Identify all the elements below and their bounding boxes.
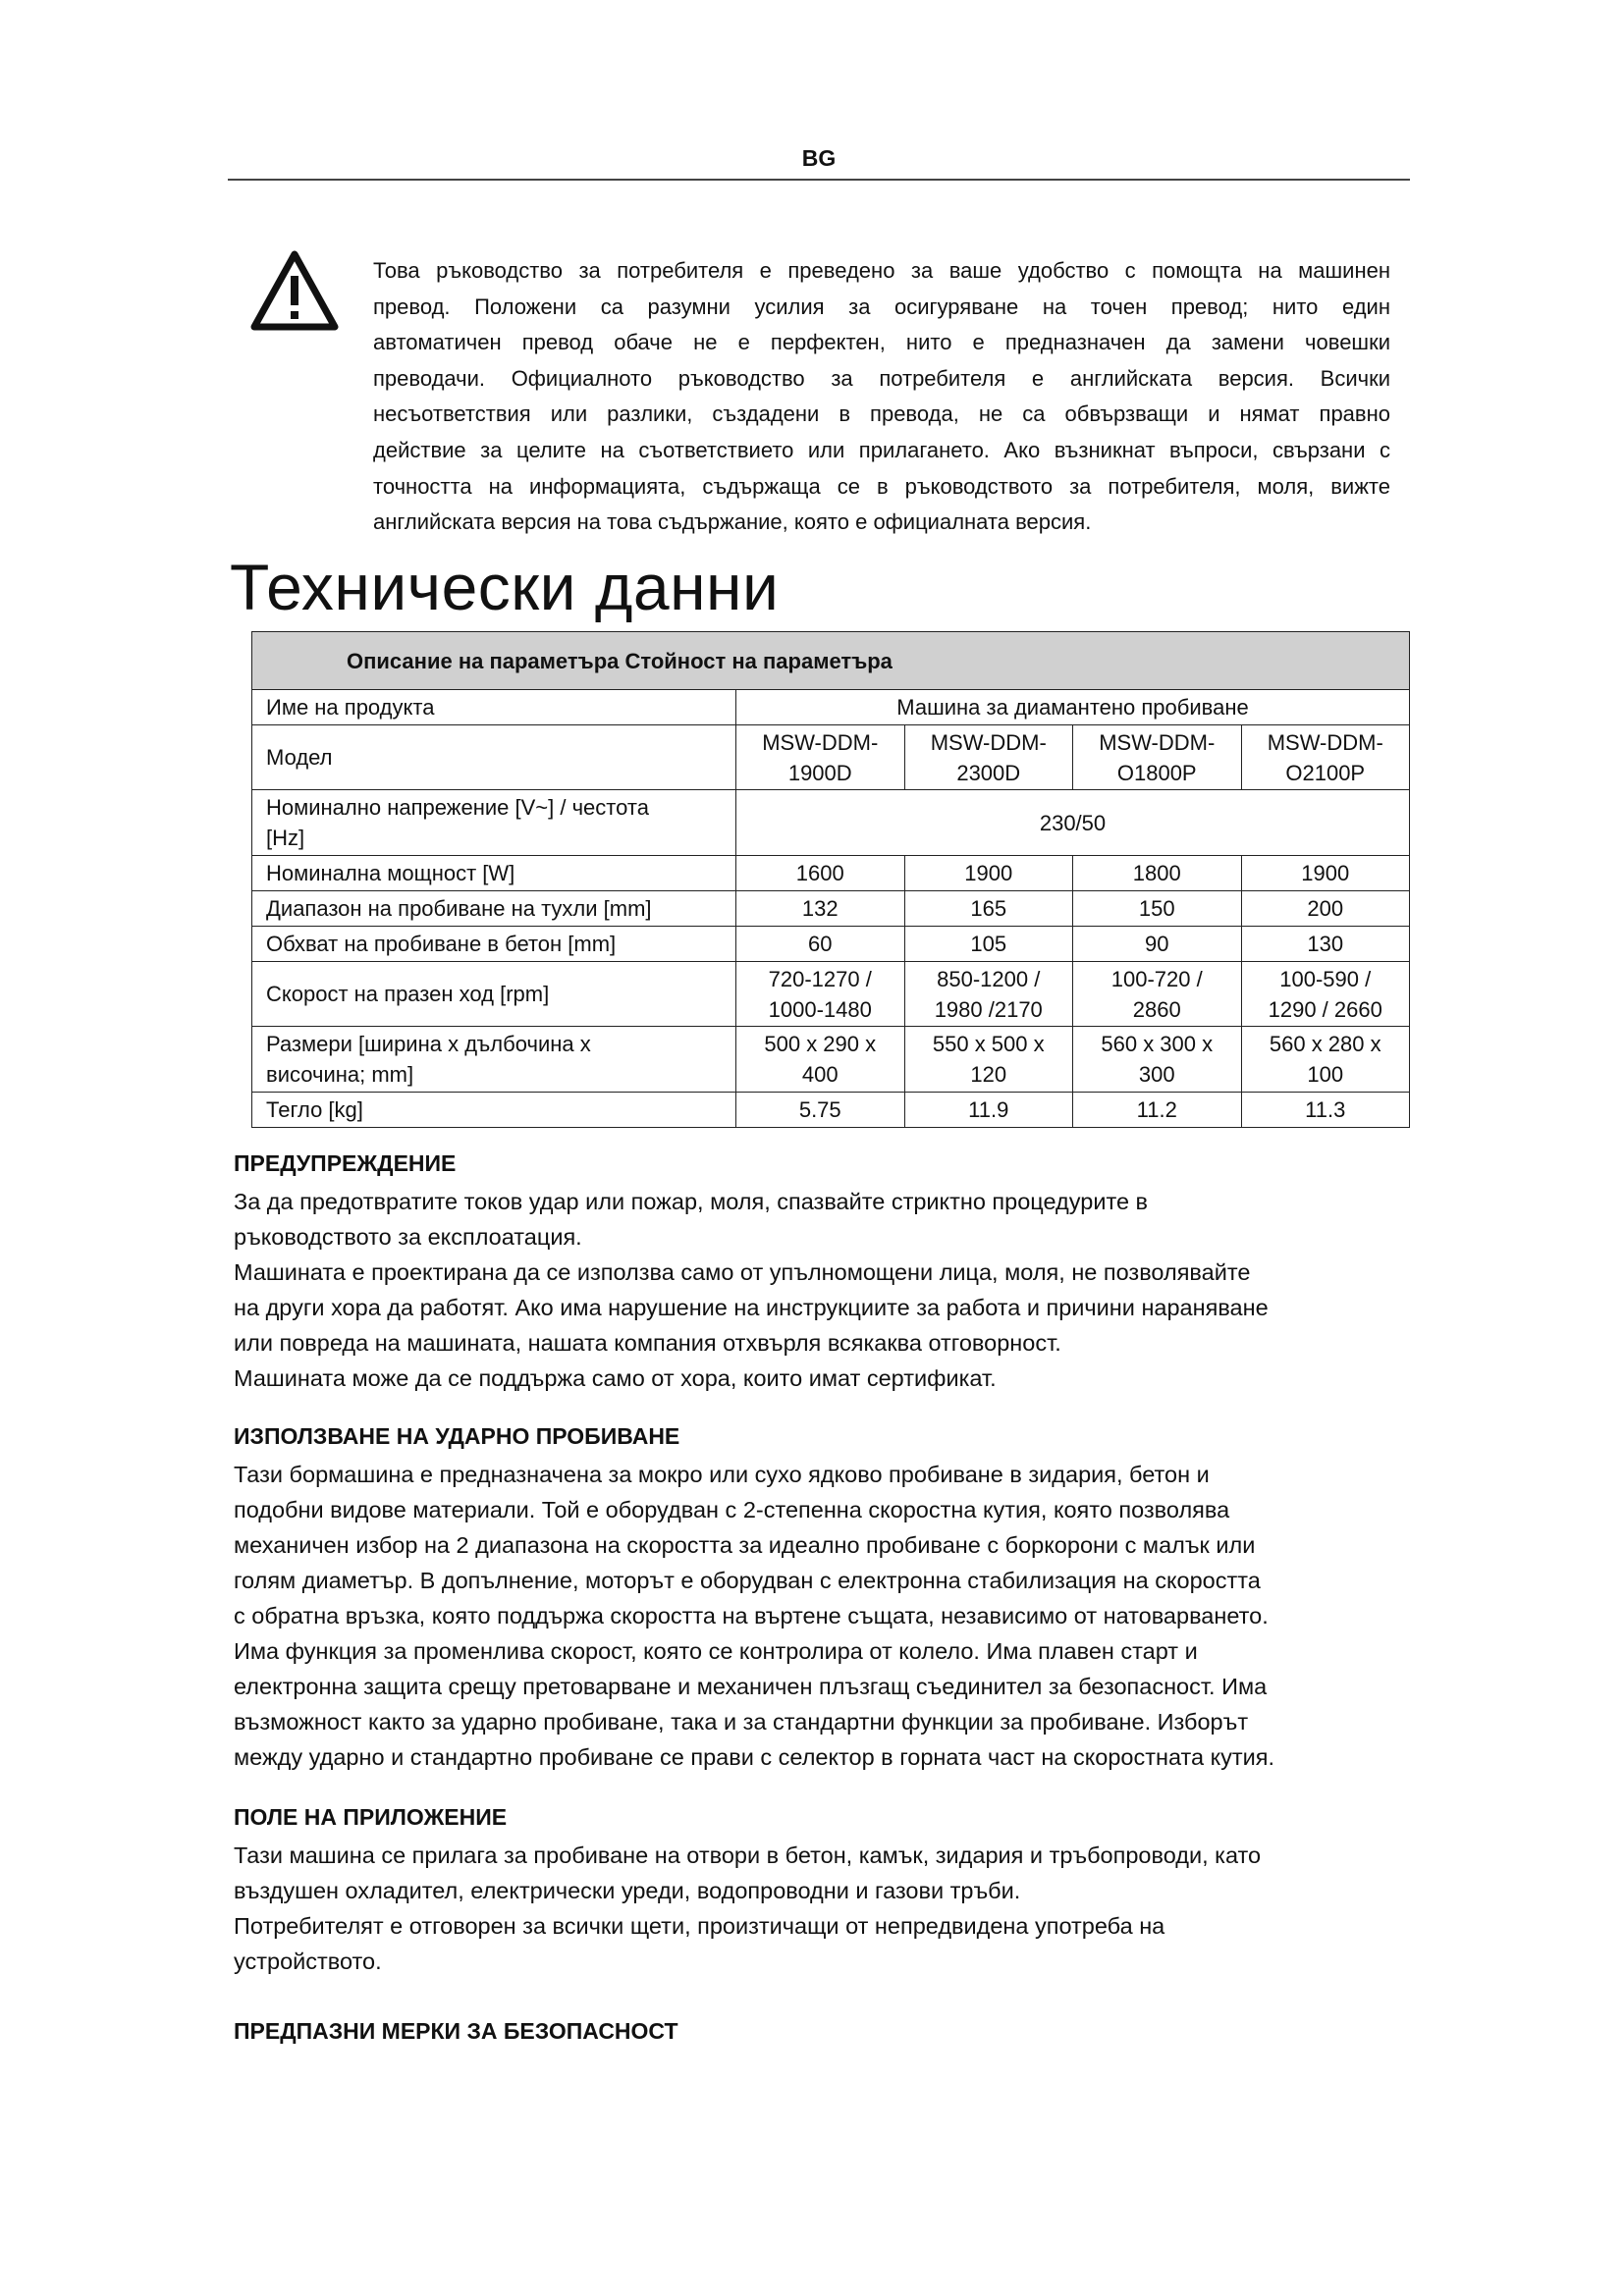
disclaimer-line: действие за целите на съответствието или прилагането. Ако възникнат въпроси, свързани с [373, 437, 1390, 462]
value-cell: 1900 [904, 856, 1073, 891]
safety-heading: ПРЕДПАЗНИ МЕРКИ ЗА БЕЗОПАСНОСТ [234, 2018, 678, 2044]
value-cell: 105 [904, 927, 1073, 962]
table-row [252, 790, 1410, 856]
table-row [252, 1027, 1410, 1093]
table-row [252, 927, 1410, 962]
value-cell: 560 x 300 x 300 [1073, 1027, 1242, 1093]
value-cell: 550 x 500 x 120 [904, 1027, 1073, 1093]
disclaimer-line: несъответствия или разлики, създадени в превода, не са обвързващи и нямат правно [373, 401, 1390, 427]
row-label: Тегло [kg] [252, 1093, 736, 1128]
value-cell: 1800 [1073, 856, 1242, 891]
text-line: Потребителят е отговорен за всички щети, произтичащи от непредвидена употреба на [234, 1913, 1165, 1939]
table-header-row [252, 632, 1410, 690]
value-cell: 1600 [736, 856, 905, 891]
text-line: между ударно и стандартно пробиване се прави с селектор в горната част на скоростната кутия. [234, 1744, 1275, 1770]
value-cell: 560 x 280 x 100 [1241, 1027, 1410, 1093]
value-cell: 100-590 / 1290 / 2660 [1241, 962, 1410, 1027]
application-heading: ПОЛЕ НА ПРИЛОЖЕНИЕ [234, 1804, 508, 1830]
row-label: Скорост на празен ход [rpm] [252, 962, 736, 1027]
text-line: Тази бормашина е предназначена за мокро или сухо ядково пробиване в зидария, бетон и [234, 1462, 1210, 1487]
value-cell: 132 [736, 891, 905, 927]
table-row [252, 856, 1410, 891]
disclaimer-line: автоматичен превод обаче не е перфектен, нито е предназначен да замени човешки [373, 330, 1390, 355]
disclaimer-line: точността на информацията, съдържаща се в ръководството за потребителя, моля, вижте [373, 473, 1390, 499]
value-cell: 1900 [1241, 856, 1410, 891]
warning-triangle-icon [250, 250, 339, 331]
text-line: устройството. [234, 1949, 382, 1974]
text-line: електронна защита срещу претоварване и механичен плъзгащ съединител за безопасност. Има [234, 1674, 1268, 1699]
row-label: Модел [252, 725, 736, 790]
warning-heading: ПРЕДУПРЕЖДЕНИЕ [234, 1150, 457, 1176]
table-row [252, 1093, 1410, 1128]
row-label: Обхват на пробиване в бетон [mm] [252, 927, 736, 962]
value-cell: 130 [1241, 927, 1410, 962]
row-label: Номинална мощност [W] [252, 856, 736, 891]
model-cell: MSW-DDM- 1900D [736, 725, 905, 790]
text-line: ръководството за експлоатация. [234, 1224, 582, 1250]
text-line: подобни видове материали. Той е оборудван с 2-степенна скоростна кутия, която позволява [234, 1497, 1230, 1522]
row-label: Диапазон на пробиване на тухли [mm] [252, 891, 736, 927]
impact-heading: ИЗПОЛЗВАНЕ НА УДАРНО ПРОБИВАНЕ [234, 1423, 680, 1449]
disclaimer-line: преводачи. Официалното ръководство за потребителя е английската версия. Всички [373, 365, 1390, 391]
model-cell: MSW-DDM- 2300D [904, 725, 1073, 790]
page-title: Технически данни [230, 551, 780, 623]
value-cell: 5.75 [736, 1093, 905, 1128]
voltage-value: 230/50 [736, 790, 1410, 856]
value-cell: 11.3 [1241, 1093, 1410, 1128]
value-cell: 500 x 290 x 400 [736, 1027, 905, 1093]
value-cell: 11.9 [904, 1093, 1073, 1128]
translation-disclaimer [373, 253, 1390, 541]
header-divider [228, 179, 1410, 181]
value-cell: 200 [1241, 891, 1410, 927]
product-value: Машина за диамантено пробиване [736, 690, 1410, 725]
value-cell: 90 [1073, 927, 1242, 962]
value-cell: 11.2 [1073, 1093, 1242, 1128]
text-line: възможност както за ударно пробиване, така и за стандартни функции за пробиване. Изборът [234, 1709, 1249, 1735]
text-line: на други хора да работят. Ако има нарушение на инструкциите за работа и причини нараняване [234, 1295, 1269, 1320]
value-cell: 100-720 / 2860 [1073, 962, 1242, 1027]
table-header: Описание на параметъра Стойност на параметъра [252, 632, 1410, 690]
text-line: с обратна връзка, която поддържа скоростта на въртене същата, независимо от натоварването. [234, 1603, 1269, 1629]
value-cell: 850-1200 / 1980 /2170 [904, 962, 1073, 1027]
text-line: въздушен охладител, електрически уреди, водопроводни и газови тръби. [234, 1878, 1021, 1903]
disclaimer-line: Това ръководство за потребителя е преведено за ваше удобство с помощта на машинен [373, 258, 1390, 283]
text-line: Машината може да се поддържа само от хора, които имат сертификат. [234, 1365, 997, 1391]
value-cell: 60 [736, 927, 905, 962]
language-header: BG [801, 145, 837, 171]
disclaimer-line: превод. Положени са разумни усилия за осигуряване на точен превод; нито един [373, 294, 1390, 319]
value-cell: 150 [1073, 891, 1242, 927]
table-row [252, 962, 1410, 1027]
text-line: За да предотвратите токов удар или пожар, моля, спазвайте стриктно процедурите в [234, 1189, 1149, 1214]
row-label: Размери [ширина x дълбочина x височина; mm] [252, 1027, 736, 1093]
text-line: Има функция за променлива скорост, която се контролира от колело. Има плавен старт и [234, 1638, 1198, 1664]
model-cell: MSW-DDM- O2100P [1241, 725, 1410, 790]
application-paragraph [234, 1838, 1412, 1979]
row-label: Номинално напрежение [V~] / честота [Hz] [252, 790, 736, 856]
warning-paragraph [234, 1184, 1412, 1396]
value-cell: 165 [904, 891, 1073, 927]
text-line: Тази машина се прилага за пробиване на отвори в бетон, камък, зидария и тръбопроводи, като [234, 1842, 1262, 1868]
table-row [252, 891, 1410, 927]
spec-table [251, 631, 1410, 1128]
impact-paragraph [234, 1457, 1412, 1775]
value-cell: 720-1270 / 1000-1480 [736, 962, 905, 1027]
text-line: или повреда на машината, нашата компания отхвърля всякаква отговорност. [234, 1330, 1061, 1356]
text-line: механичен избор на 2 диапазона на скоростта за идеално пробиване с боркорони с малък или [234, 1532, 1256, 1558]
row-label: Име на продукта [252, 690, 736, 725]
table-row [252, 725, 1410, 790]
disclaimer-line: английската версия на това съдържание, която е официалната версия. [373, 509, 1092, 535]
text-line: Машината е проектирана да се използва само от упълномощени лица, моля, не позволявайте [234, 1259, 1251, 1285]
model-cell: MSW-DDM- O1800P [1073, 725, 1242, 790]
table-row [252, 690, 1410, 725]
text-line: голям диаметър. В допълнение, моторът е оборудван с електронна стабилизация на скоростта [234, 1568, 1261, 1593]
